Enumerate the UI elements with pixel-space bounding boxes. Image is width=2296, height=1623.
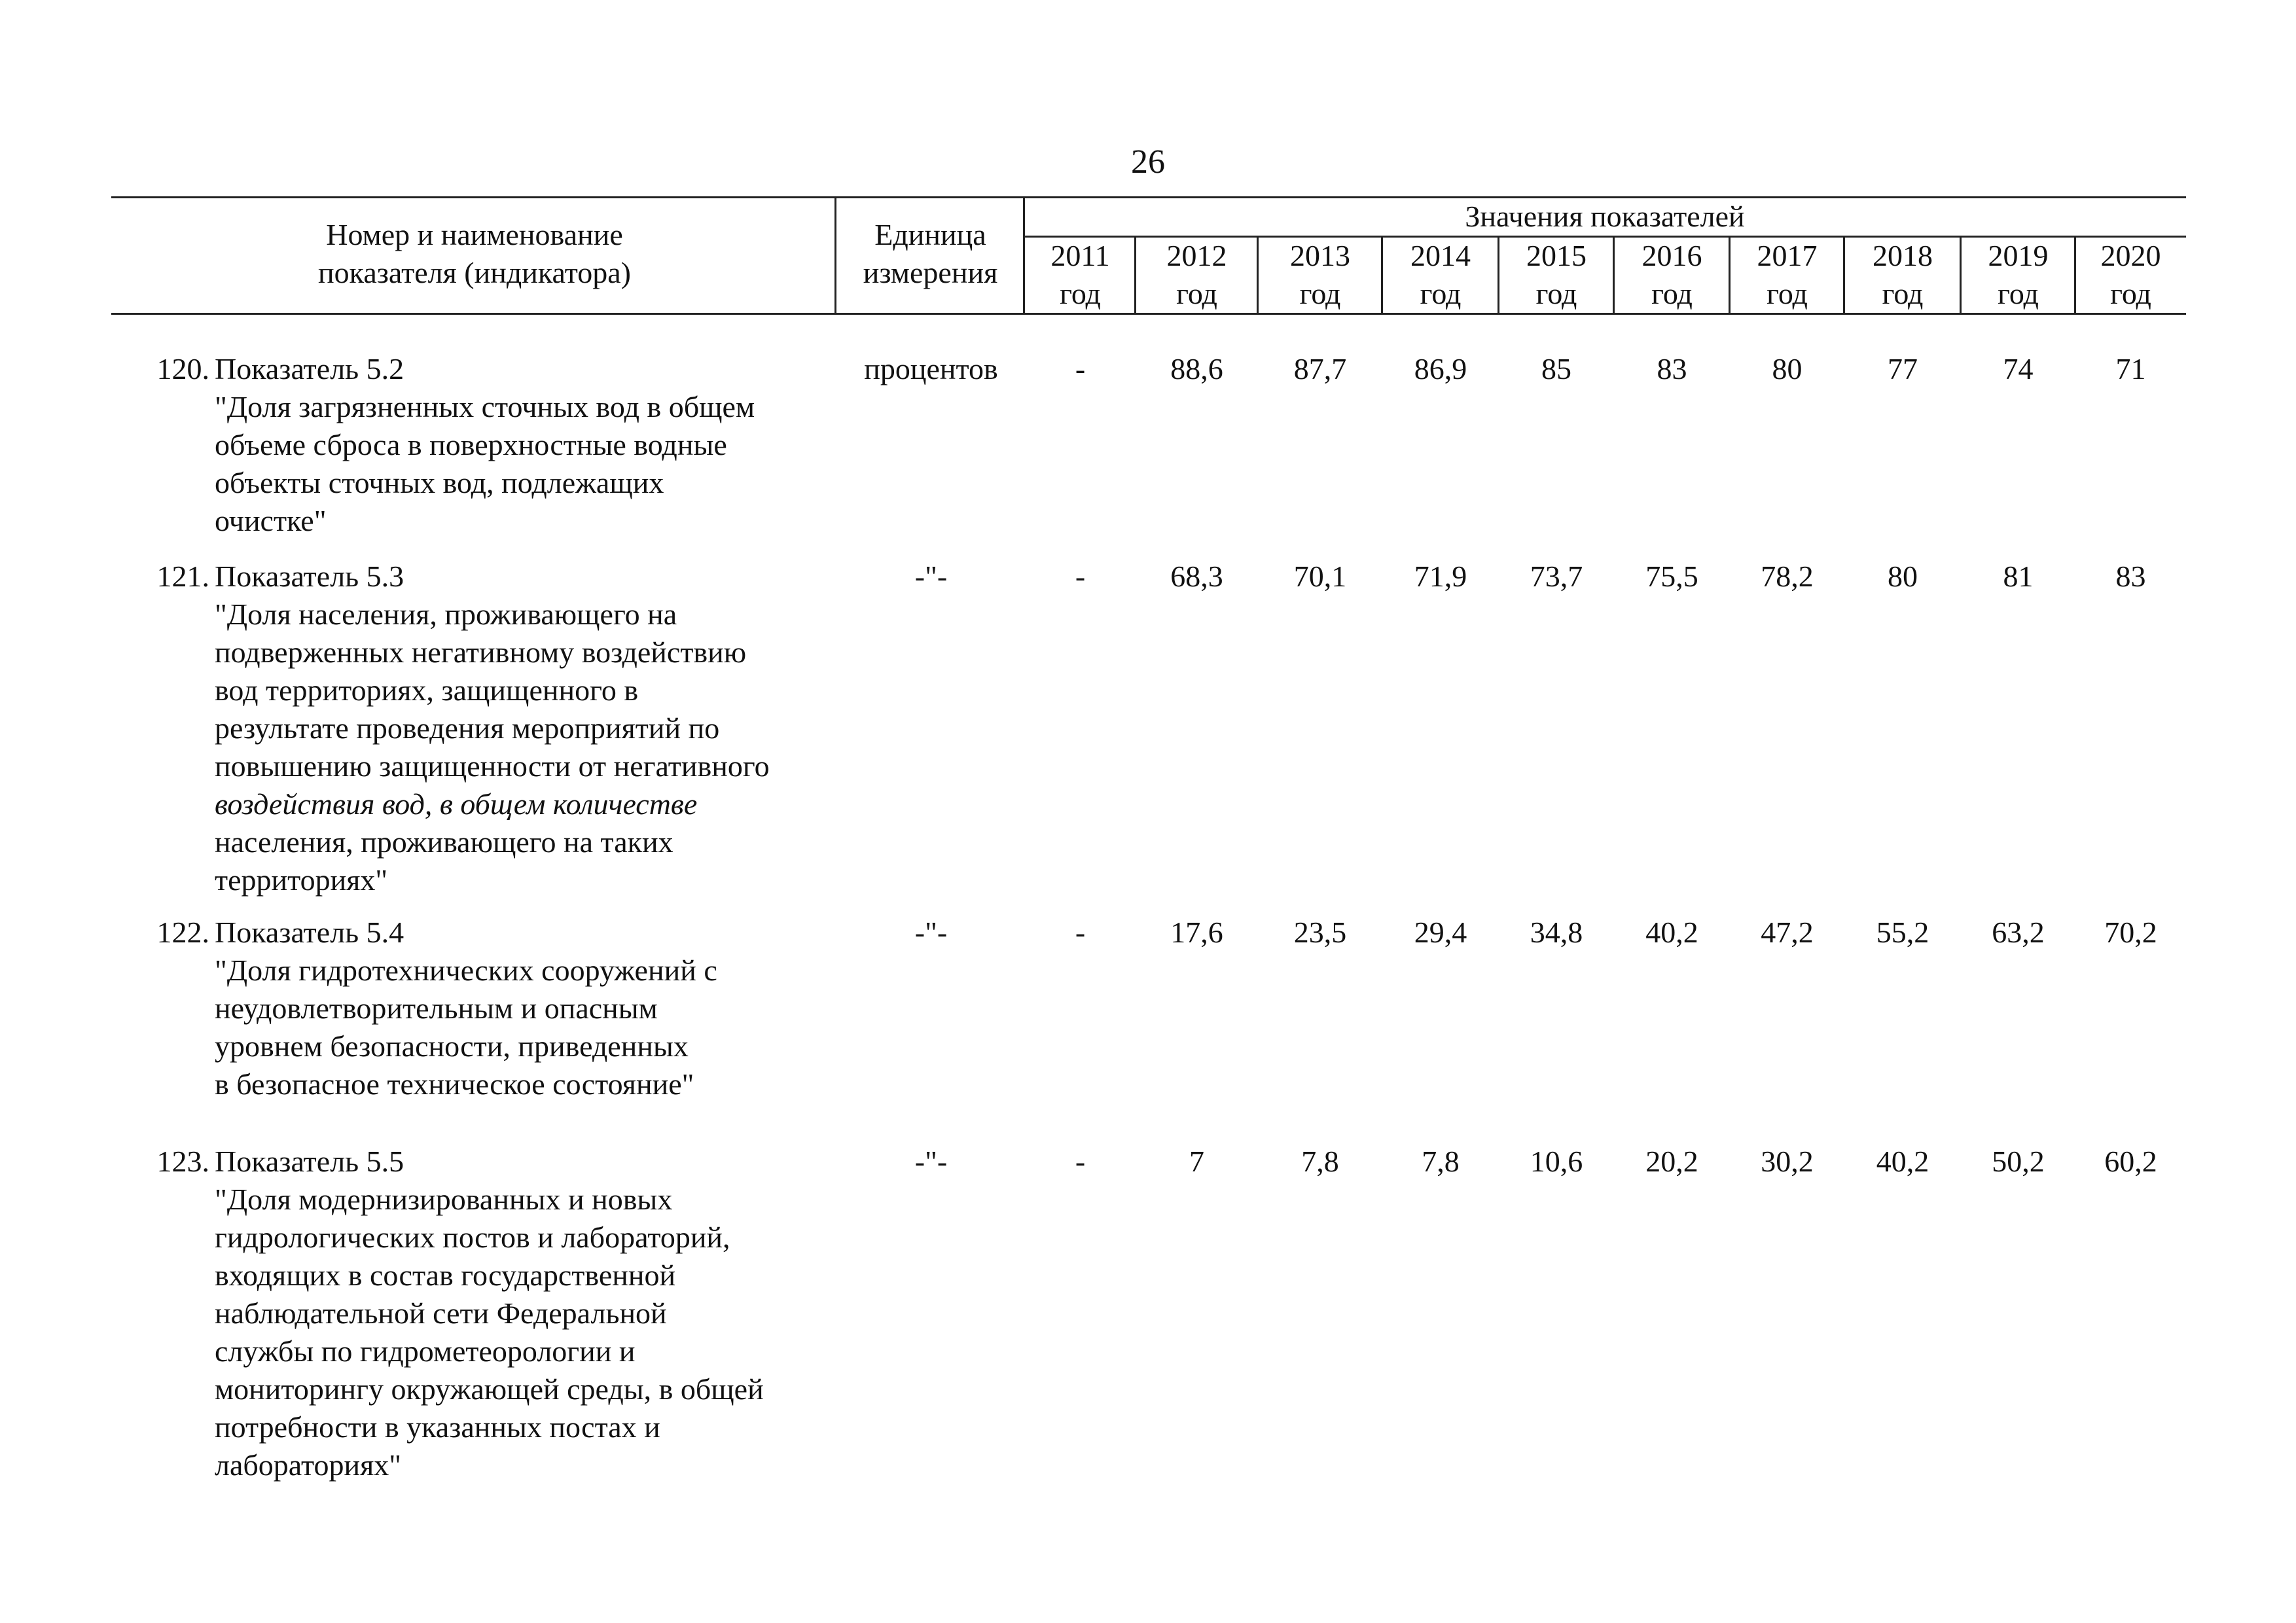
indicator-name-line: вод территориях, защищенного в (215, 673, 639, 707)
page-number: 26 (1131, 143, 1165, 181)
header-divider-name-unit (834, 196, 836, 314)
year-divider (1843, 237, 1845, 314)
value-cell-2016: 40,2 (1645, 916, 1698, 949)
value-cell-2017: 78,2 (1761, 560, 1814, 593)
value-cell-2015: 73,7 (1530, 560, 1583, 593)
indicator-name-line: Показатель 5.2 (215, 352, 404, 385)
value-cell-2012: 88,6 (1170, 352, 1223, 385)
indicator-name-line: подверженных негативному воздействию (215, 635, 747, 669)
value-cell-2018: 40,2 (1876, 1145, 1929, 1178)
indicator-name-line: результате проведения мероприятий по (215, 711, 720, 745)
header-name-column (216, 216, 733, 292)
header-year-suffix: год (1420, 277, 1462, 310)
indicator-name-line: потребности в указанных постах и (215, 1410, 660, 1444)
year-divider (1498, 237, 1499, 314)
year-divider (1134, 237, 1136, 314)
header-year-label: 2012 (1166, 239, 1227, 272)
header-year-suffix: год (1998, 277, 2039, 310)
value-cell-2013: 7,8 (1301, 1145, 1339, 1178)
row-number: 123. (156, 1145, 209, 1178)
value-cell-2014: 7,8 (1422, 1145, 1460, 1178)
header-values-title: Значения показателей (1465, 200, 1745, 233)
value-cell-2018: 77 (1888, 352, 1918, 385)
header-unit-line-1: Единица (874, 218, 986, 251)
indicator-name (215, 1143, 830, 1484)
indicator-name-line: лабораториях" (215, 1448, 402, 1482)
year-divider (1381, 237, 1383, 314)
header-year-2012 (1136, 237, 1258, 314)
indicator-name (215, 558, 830, 899)
header-year-2014 (1382, 237, 1499, 314)
value-cell-2012: 17,6 (1170, 916, 1223, 949)
header-year-label: 2020 (2100, 239, 2161, 272)
indicator-name-line: воздействия вод, в общем количестве (215, 787, 698, 821)
value-cell-2016: 20,2 (1645, 1145, 1698, 1178)
unit-of-measure: -"- (914, 916, 948, 949)
header-year-suffix: год (1060, 277, 1101, 310)
value-cell-2016: 75,5 (1645, 560, 1698, 593)
unit-of-measure: -"- (914, 1145, 948, 1178)
header-year-2018 (1844, 237, 1961, 314)
value-cell-2018: 80 (1888, 560, 1918, 593)
value-cell-2015: 34,8 (1530, 916, 1583, 949)
header-year-2017 (1730, 237, 1844, 314)
header-year-suffix: год (2110, 277, 2151, 310)
indicator-name-line: "Доля модернизированных и новых (215, 1183, 673, 1216)
header-year-label: 2017 (1757, 239, 1818, 272)
year-divider (1729, 237, 1731, 314)
value-cell-2014: 86,9 (1414, 352, 1467, 385)
value-cell-2019: 81 (2003, 560, 2034, 593)
value-cell-2013: 70,1 (1293, 560, 1347, 593)
value-cell-2014: 71,9 (1414, 560, 1467, 593)
indicator-name-line: объеме сброса в поверхностные водные (215, 428, 727, 461)
indicator-name-line: мониторингу окружающей среды, в общей (215, 1372, 764, 1406)
header-year-label: 2013 (1290, 239, 1350, 272)
header-name-line-1: Номер и наименование (326, 218, 623, 251)
value-cell-2014: 29,4 (1414, 916, 1467, 949)
indicator-name-line: гидрологических постов и лабораторий, (215, 1221, 730, 1254)
value-cell-2017: 30,2 (1761, 1145, 1814, 1178)
header-year-label: 2016 (1641, 239, 1702, 272)
header-year-2016 (1614, 237, 1730, 314)
value-cell-2013: 23,5 (1293, 916, 1347, 949)
value-cell-2018: 55,2 (1876, 916, 1929, 949)
value-cell-2020: 71 (2115, 352, 2146, 385)
indicator-name-line: повышению защищенности от негативного (215, 749, 770, 783)
value-cell-2017: 80 (1772, 352, 1803, 385)
indicator-name-line: уровнем безопасности, приведенных (215, 1029, 689, 1063)
indicator-name-line: "Доля загрязненных сточных вод в общем (215, 390, 755, 423)
year-divider (1613, 237, 1615, 314)
value-cell-2017: 47,2 (1761, 916, 1814, 949)
header-year-label: 2014 (1410, 239, 1471, 272)
header-year-2013 (1258, 237, 1382, 314)
header-year-2019 (1961, 237, 2075, 314)
header-year-label: 2019 (1988, 239, 2049, 272)
value-cell-2012: 7 (1189, 1145, 1204, 1178)
value-cell-2015: 10,6 (1530, 1145, 1583, 1178)
indicator-name-line: объекты сточных вод, подлежащих (215, 466, 664, 499)
indicator-name-line: входящих в состав государственной (215, 1258, 676, 1292)
header-year-suffix: год (1535, 277, 1577, 310)
row-number: 122. (156, 916, 209, 949)
header-year-suffix: год (1299, 277, 1341, 310)
unit-of-measure: процентов (864, 352, 998, 385)
value-cell-2016: 83 (1657, 352, 1687, 385)
header-year-2020 (2075, 237, 2186, 314)
indicator-name (215, 350, 830, 540)
value-cell-2019: 63,2 (1992, 916, 2045, 949)
unit-of-measure: -"- (914, 560, 948, 593)
indicator-name-line: наблюдательной сети Федеральной (215, 1296, 667, 1330)
indicator-name-line: Показатель 5.4 (215, 916, 404, 949)
indicator-name-line: Показатель 5.3 (215, 560, 404, 593)
value-cell-2020: 83 (2115, 560, 2146, 593)
header-year-suffix: год (1767, 277, 1808, 310)
year-divider (1257, 237, 1259, 314)
value-cell-2011: - (1075, 352, 1086, 385)
header-year-label: 2018 (1873, 239, 1933, 272)
indicator-name-line: службы по гидрометеорологии и (215, 1334, 636, 1368)
header-year-suffix: год (1176, 277, 1217, 310)
year-divider (1960, 237, 1962, 314)
header-unit-column (838, 216, 1023, 292)
value-cell-2019: 50,2 (1992, 1145, 2045, 1178)
header-name-line-2: показателя (индикатора) (318, 256, 631, 289)
header-year-2011 (1025, 237, 1136, 314)
value-cell-2020: 70,2 (2104, 916, 2157, 949)
indicator-name-line: "Доля гидротехнических сооружений с (215, 954, 717, 987)
value-cell-2011: - (1075, 560, 1086, 593)
header-year-suffix: год (1651, 277, 1693, 310)
row-number: 120. (156, 352, 209, 385)
value-cell-2020: 60,2 (2104, 1145, 2157, 1178)
indicator-name-line: территориях" (215, 863, 388, 897)
value-cell-2011: - (1075, 1145, 1086, 1178)
indicator-name-line: Показатель 5.5 (215, 1145, 404, 1178)
indicator-name-line: в безопасное техническое состояние" (215, 1067, 694, 1101)
indicator-name-line: населения, проживающего на таких (215, 825, 673, 859)
row-number: 121. (156, 560, 209, 593)
value-cell-2019: 74 (2003, 352, 2034, 385)
value-cell-2015: 85 (1541, 352, 1571, 385)
indicator-name (215, 914, 830, 1103)
header-unit-line-2: измерения (863, 256, 998, 289)
value-cell-2012: 68,3 (1170, 560, 1223, 593)
header-year-2015 (1499, 237, 1614, 314)
indicator-name-line: "Доля населения, проживающего на (215, 597, 677, 631)
value-cell-2013: 87,7 (1293, 352, 1347, 385)
header-year-label: 2011 (1050, 239, 1110, 272)
header-year-label: 2015 (1526, 239, 1587, 272)
indicator-name-line: неудовлетворительным и опасным (215, 991, 658, 1025)
value-cell-2011: - (1075, 916, 1086, 949)
header-year-suffix: год (1882, 277, 1924, 310)
year-divider (2074, 237, 2076, 314)
indicator-name-line: очистке" (215, 504, 327, 537)
